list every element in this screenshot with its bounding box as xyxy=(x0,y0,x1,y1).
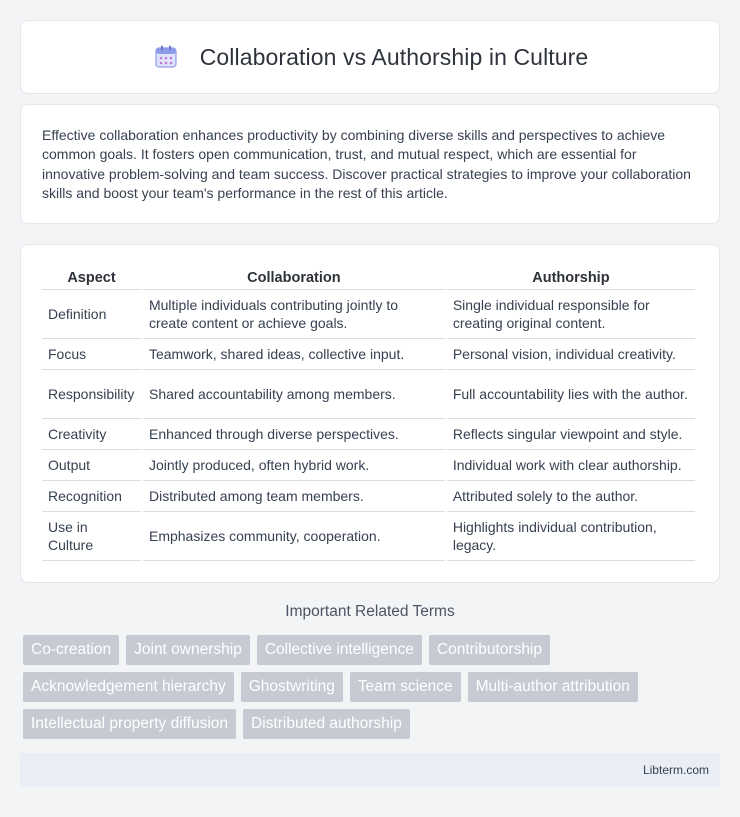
tag-row xyxy=(23,635,723,665)
comparison-table-card xyxy=(20,244,720,583)
authorship-cell: Personal vision, individual creativity. xyxy=(447,339,695,370)
authorship-cell: Attributed solely to the author. xyxy=(447,481,695,512)
collaboration-cell: Jointly produced, often hybrid work. xyxy=(143,450,445,481)
table-row xyxy=(42,512,695,561)
tag-row xyxy=(23,709,723,739)
page-title: Collaboration vs Authorship in Culture xyxy=(199,43,589,70)
aspect-cell: Definition xyxy=(42,290,141,339)
tag-multi-author-attribution[interactable]: Multi-author attribution xyxy=(468,672,638,702)
aspect-cell: Output xyxy=(42,450,141,481)
aspect-cell: Use in Culture xyxy=(42,512,141,561)
tag-distributed-authorship[interactable]: Distributed authorship xyxy=(243,709,410,739)
collaboration-cell: Distributed among team members. xyxy=(143,481,445,512)
table-row xyxy=(42,370,695,419)
footer xyxy=(20,753,720,786)
aspect-cell: Focus xyxy=(42,339,141,370)
collaboration-cell: Shared accountability among members. xyxy=(143,370,445,419)
collaboration-cell: Teamwork, shared ideas, collective input. xyxy=(143,339,445,370)
table-row xyxy=(42,339,695,370)
table-row xyxy=(42,450,695,481)
aspect-cell: Creativity xyxy=(42,419,141,450)
tag-row xyxy=(23,672,723,702)
column-header-collaboration: Collaboration xyxy=(143,265,445,290)
tag-team-science[interactable]: Team science xyxy=(350,672,461,702)
table-row xyxy=(42,290,695,339)
title-wrap xyxy=(152,43,589,71)
column-header-aspect: Aspect xyxy=(42,265,141,290)
tag-collective-intelligence[interactable]: Collective intelligence xyxy=(257,635,422,665)
tag-acknowledgement-hierarchy[interactable]: Acknowledgement hierarchy xyxy=(23,672,234,702)
authorship-cell: Reflects singular viewpoint and style. xyxy=(447,419,695,450)
authorship-cell: Individual work with clear authorship. xyxy=(447,450,695,481)
tag-intellectual-property-diffusion[interactable]: Intellectual property diffusion xyxy=(23,709,236,739)
related-terms-tags xyxy=(23,635,723,746)
tag-co-creation[interactable]: Co-creation xyxy=(23,635,119,665)
footer-site-link[interactable]: Libterm.com xyxy=(642,762,709,777)
comparison-table xyxy=(40,265,697,561)
table-header-row xyxy=(42,265,695,290)
related-terms-heading: Important Related Terms xyxy=(285,603,455,620)
authorship-cell: Highlights individual contribution, legacy. xyxy=(447,512,695,561)
table-row xyxy=(42,419,695,450)
title-card xyxy=(20,20,720,94)
aspect-cell: Responsibility xyxy=(42,370,141,419)
tag-joint-ownership[interactable]: Joint ownership xyxy=(126,635,250,665)
tag-contributorship[interactable]: Contributorship xyxy=(429,635,550,665)
aspect-cell: Recognition xyxy=(42,481,141,512)
collaboration-cell: Multiple individuals contributing jointly to create content or achieve goals. xyxy=(143,290,445,339)
authorship-cell: Single individual responsible for creating original content. xyxy=(447,290,695,339)
table-row xyxy=(42,481,695,512)
column-header-authorship: Authorship xyxy=(447,265,695,290)
intro-paragraph: Effective collaboration enhances productivity by combining diverse skills and perspectives to achieve common goals. It fosters open communication, trust, and mutual respect, which are essential for innovative problem-solving and team success. Discover practical strategies to improve your collaboration skills and boost your team's performance in the rest of this article. xyxy=(42,127,691,202)
authorship-cell: Full accountability lies with the author. xyxy=(447,370,695,419)
tag-ghostwriting[interactable]: Ghostwriting xyxy=(241,672,343,702)
calendar-icon xyxy=(152,43,180,71)
collaboration-cell: Enhanced through diverse perspectives. xyxy=(143,419,445,450)
intro-card xyxy=(20,104,720,224)
collaboration-cell: Emphasizes community, cooperation. xyxy=(143,512,445,561)
